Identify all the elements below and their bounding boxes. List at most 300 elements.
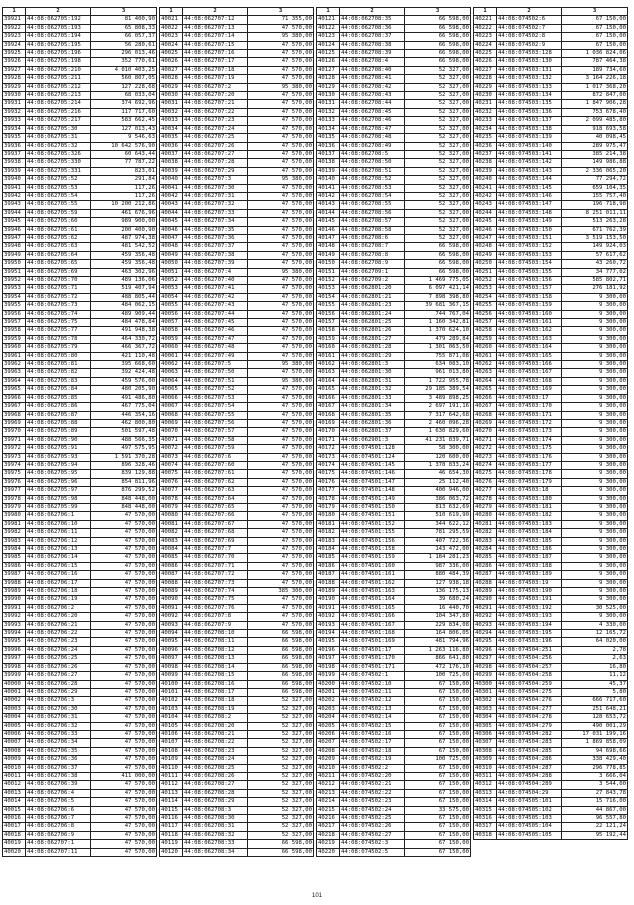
row-number-cell: 39946 <box>3 226 26 234</box>
value-cell: 127 228,68 <box>91 83 157 91</box>
row-number-cell: 40221 <box>474 16 497 24</box>
table-row <box>317 344 471 352</box>
row-number-cell: 40121 <box>317 16 340 24</box>
table-row <box>474 386 628 394</box>
cadastral-number-cell: 44:08:074503:195 <box>497 630 562 638</box>
value-cell: 52 327,00 <box>248 823 314 831</box>
table-row <box>474 58 628 66</box>
table-row <box>3 756 157 764</box>
cadastral-number-cell: 44:08:074503:146 <box>497 192 562 200</box>
cadastral-number-cell: 44:08:062708:34 <box>183 848 248 856</box>
cadastral-number-cell: 44:08:062705:73 <box>26 302 91 310</box>
value-cell: 66 598,00 <box>405 33 471 41</box>
value-cell: 66 598,00 <box>248 630 314 638</box>
table-row <box>3 688 157 696</box>
cadastral-number-cell: 44:08:062707:17 <box>183 58 248 66</box>
table-row <box>160 24 314 32</box>
cadastral-number-cell: 44:08:062705:72 <box>26 293 91 301</box>
row-number-cell: 40169 <box>317 419 340 427</box>
table-row <box>3 562 157 570</box>
table-row <box>317 756 471 764</box>
table-row <box>160 344 314 352</box>
value-cell: 41 231 839,71 <box>405 436 471 444</box>
value-cell: 67 150,00 <box>405 688 471 696</box>
value-cell: 67 150,00 <box>405 798 471 806</box>
table-row <box>474 806 628 814</box>
row-number-cell: 40009 <box>3 756 26 764</box>
row-number-cell: 40256 <box>474 310 497 318</box>
cadastral-number-cell: 44:08:062707:53 <box>183 394 248 402</box>
table-row <box>474 293 628 301</box>
cadastral-number-cell: 44:08:074503:167 <box>497 369 562 377</box>
cadastral-number-cell: 44:08:074504:277 <box>497 705 562 713</box>
value-cell: 47 570,00 <box>248 100 314 108</box>
table-row <box>3 125 157 133</box>
row-number-cell: 40203 <box>317 705 340 713</box>
row-number-cell: 40312 <box>474 781 497 789</box>
cadastral-number-cell: 44:08:074503:178 <box>497 470 562 478</box>
table-row <box>160 277 314 285</box>
cadastral-number-cell: 44:08:062705:193 <box>26 24 91 32</box>
cadastral-number-cell: 44:08:062707:1 <box>26 840 91 848</box>
value-cell: 338 429,40 <box>562 756 628 764</box>
cadastral-number-cell: 44:08:062706:13 <box>26 546 91 554</box>
cadastral-number-cell: 44:08:074503:19 <box>497 579 562 587</box>
table-row <box>317 638 471 646</box>
cadastral-number-cell: 44:08:062706:35 <box>26 747 91 755</box>
cadastral-number-cell: 44:08:062707:72 <box>183 571 248 579</box>
value-cell: 52 327,00 <box>248 772 314 780</box>
row-number-cell: 40294 <box>474 630 497 638</box>
row-number-cell: 40044 <box>160 209 183 217</box>
value-cell: 385 214,38 <box>562 150 628 158</box>
row-number-cell: 39950 <box>3 260 26 268</box>
row-number-cell: 39967 <box>3 403 26 411</box>
cadastral-number-cell: 44:08:062707:2 <box>183 83 248 91</box>
value-cell: 491 948,38 <box>91 327 157 335</box>
value-cell: 9 300,00 <box>562 293 628 301</box>
value-cell: 392 424,48 <box>91 369 157 377</box>
row-number-cell: 39931 <box>3 100 26 108</box>
value-cell: 9 300,00 <box>562 512 628 520</box>
row-number-cell: 40130 <box>317 92 340 100</box>
table-row <box>317 789 471 797</box>
value-cell: 47 570,00 <box>91 848 157 856</box>
cadastral-number-cell: 44:08:062705:88 <box>26 419 91 427</box>
row-number-cell: 40072 <box>160 445 183 453</box>
value-cell: 66 598,00 <box>248 646 314 654</box>
row-number-cell: 39939 <box>3 167 26 175</box>
table-row <box>160 470 314 478</box>
table-row <box>3 554 157 562</box>
row-number-cell: 40307 <box>474 739 497 747</box>
cadastral-number-cell: 44:08:062707:7 <box>183 546 248 554</box>
table-row <box>317 419 471 427</box>
header-cell: 2 <box>497 8 562 16</box>
row-number-cell: 39933 <box>3 117 26 125</box>
cadastral-number-cell: 44:08:062705:212 <box>26 83 91 91</box>
header-cell: 3 <box>91 8 157 16</box>
table-row <box>160 604 314 612</box>
value-cell: 1 017 368,20 <box>562 83 628 91</box>
row-number-cell: 40119 <box>160 840 183 848</box>
row-number-cell: 40160 <box>317 344 340 352</box>
value-cell: 52 327,00 <box>248 806 314 814</box>
value-cell: 47 570,00 <box>91 663 157 671</box>
value-cell: 2,63 <box>562 655 628 663</box>
table-row <box>317 655 471 663</box>
cadastral-number-cell: 44:08:062708:25 <box>183 764 248 772</box>
cadastral-number-cell: 44:08:062708:17 <box>183 688 248 696</box>
row-number-cell: 40063 <box>160 369 183 377</box>
value-cell: 52 327,00 <box>405 108 471 116</box>
table-row <box>160 520 314 528</box>
table-block-3 <box>316 7 470 857</box>
row-number-cell: 40079 <box>160 503 183 511</box>
value-cell: 47 570,00 <box>248 108 314 116</box>
cadastral-number-cell: 44:08:062801:27 <box>340 335 405 343</box>
value-cell: 462 800,80 <box>91 419 157 427</box>
table-row <box>160 562 314 570</box>
row-number-cell: 39974 <box>3 461 26 469</box>
value-cell: 7 898 398,80 <box>405 293 471 301</box>
table-row <box>474 83 628 91</box>
row-number-cell: 39986 <box>3 562 26 570</box>
table-row <box>317 831 471 839</box>
table-row <box>160 419 314 427</box>
cadastral-number-cell: 44:08:074503:161 <box>497 319 562 327</box>
value-cell: 200 400,90 <box>91 226 157 234</box>
table-row <box>3 537 157 545</box>
row-number-cell: 40231 <box>474 100 497 108</box>
table-row <box>160 646 314 654</box>
row-number-cell: 39942 <box>3 192 26 200</box>
table-row <box>3 209 157 217</box>
row-number-cell: 40045 <box>160 218 183 226</box>
value-cell: 66 598,00 <box>248 638 314 646</box>
value-cell: 47 570,00 <box>248 310 314 318</box>
value-cell: 117,26 <box>91 192 157 200</box>
row-number-cell: 40185 <box>317 554 340 562</box>
value-cell: 57 617,62 <box>562 251 628 259</box>
cadastral-number-cell: 44:08:062705:77 <box>26 327 91 335</box>
table-row <box>317 714 471 722</box>
value-cell: 34 777,02 <box>562 268 628 276</box>
row-number-cell: 40008 <box>3 747 26 755</box>
row-number-cell: 39975 <box>3 470 26 478</box>
value-cell: 47 570,00 <box>248 226 314 234</box>
row-number-cell: 40257 <box>474 319 497 327</box>
cadastral-number-cell: 44:08:074501:159 <box>340 554 405 562</box>
row-number-cell: 40050 <box>160 260 183 268</box>
cadastral-number-cell: 44:08:062705:331 <box>26 167 91 175</box>
cadastral-number-cell: 44:08:074503:192 <box>497 604 562 612</box>
row-number-cell: 40230 <box>474 92 497 100</box>
cadastral-number-cell: 44:08:074501:151 <box>340 512 405 520</box>
cadastral-number-cell: 44:08:062707:50 <box>183 369 248 377</box>
row-number-cell: 40004 <box>3 714 26 722</box>
value-cell: 66 598,00 <box>248 848 314 856</box>
row-number-cell: 40271 <box>474 436 497 444</box>
row-number-cell: 39998 <box>3 663 26 671</box>
table-row <box>317 134 471 142</box>
table-row <box>3 646 157 654</box>
row-number-cell: 40064 <box>160 377 183 385</box>
value-cell: 27 843,78 <box>562 789 628 797</box>
table-row <box>474 159 628 167</box>
row-number-cell: 40240 <box>474 176 497 184</box>
cadastral-number-cell: 44:08:062708:54 <box>340 192 405 200</box>
row-number-cell: 40141 <box>317 184 340 192</box>
row-number-cell: 40069 <box>160 419 183 427</box>
row-number-cell: 39958 <box>3 327 26 335</box>
cadastral-number-cell: 44:08:062707:70 <box>183 554 248 562</box>
value-cell: 127 013,43 <box>91 125 157 133</box>
row-number-cell: 40299 <box>474 672 497 680</box>
cadastral-number-cell: 44:08:062708:10 <box>183 630 248 638</box>
cadastral-number-cell: 44:08:062707:30 <box>183 184 248 192</box>
cadastral-number-cell: 44:08:062706:30 <box>26 705 91 713</box>
row-number-cell: 39944 <box>3 209 26 217</box>
table-row <box>3 663 157 671</box>
cadastral-number-cell: 44:08:062705:62 <box>26 234 91 242</box>
table-row <box>317 848 471 856</box>
cadastral-number-cell: 44:08:074503:152 <box>497 243 562 251</box>
table-row <box>3 697 157 705</box>
row-number-cell: 40097 <box>160 655 183 663</box>
value-cell: 386 063,72 <box>405 495 471 503</box>
cadastral-number-cell: 44:08:062707:16 <box>183 50 248 58</box>
table-row <box>474 739 628 747</box>
row-number-cell: 40200 <box>317 680 340 688</box>
row-number-cell: 40073 <box>160 453 183 461</box>
cadastral-number-cell: 44:08:062705:80 <box>26 352 91 360</box>
row-number-cell: 39951 <box>3 268 26 276</box>
row-number-cell: 40219 <box>317 840 340 848</box>
table-row <box>474 117 628 125</box>
table-row <box>160 630 314 638</box>
table-row <box>160 58 314 66</box>
row-number-cell: 40137 <box>317 150 340 158</box>
header-cell: 2 <box>26 8 91 16</box>
value-cell: 16,80 <box>562 663 628 671</box>
value-cell: 47 570,00 <box>91 722 157 730</box>
table-row <box>474 377 628 385</box>
value-cell: 659 104,35 <box>562 184 628 192</box>
value-cell: 484 478,84 <box>91 319 157 327</box>
value-cell: 67 150,00 <box>405 730 471 738</box>
cadastral-number-cell: 44:08:074503:172 <box>497 419 562 427</box>
table-row <box>3 571 157 579</box>
table-block-2 <box>159 7 313 857</box>
cadastral-number-cell: 44:08:074502:9 <box>497 41 562 49</box>
table-row <box>474 218 628 226</box>
table-row <box>317 688 471 696</box>
cadastral-number-cell: 44:08:062705:74 <box>26 310 91 318</box>
cadastral-number-cell: 44:08:074501:150 <box>340 503 405 511</box>
cadastral-number-cell: 44:08:062707:49 <box>183 352 248 360</box>
row-number-cell: 40002 <box>3 697 26 705</box>
table-row <box>317 529 471 537</box>
value-cell: 519 407,94 <box>91 285 157 293</box>
table-row <box>474 604 628 612</box>
row-number-cell: 39992 <box>3 613 26 621</box>
cadastral-number-cell: 44:08:062705:54 <box>26 192 91 200</box>
table-row <box>160 512 314 520</box>
table-row <box>160 268 314 276</box>
table-row <box>3 83 157 91</box>
table-row <box>160 453 314 461</box>
row-number-cell: 40214 <box>317 798 340 806</box>
table-row <box>317 579 471 587</box>
value-cell: 66 598,00 <box>248 688 314 696</box>
value-cell: 47 570,00 <box>248 277 314 285</box>
row-number-cell: 40265 <box>474 386 497 394</box>
value-cell: 47 570,00 <box>248 453 314 461</box>
row-number-cell: 40172 <box>317 445 340 453</box>
table-row <box>317 83 471 91</box>
cadastral-number-cell: 44:08:074505:104 <box>497 823 562 831</box>
table-row <box>317 840 471 848</box>
cadastral-number-cell: 44:08:062707:66 <box>183 512 248 520</box>
value-cell: 52 327,00 <box>248 798 314 806</box>
value-cell: 9 300,00 <box>562 571 628 579</box>
row-number-cell: 39969 <box>3 419 26 427</box>
value-cell: 47 570,00 <box>248 403 314 411</box>
table-row <box>317 672 471 680</box>
cadastral-number-cell: 44:08:062707:43 <box>183 302 248 310</box>
value-cell: 9 300,00 <box>562 369 628 377</box>
value-cell: 47 570,00 <box>248 335 314 343</box>
row-number-cell: 40136 <box>317 142 340 150</box>
row-number-cell: 40220 <box>317 848 340 856</box>
row-number-cell: 39983 <box>3 537 26 545</box>
table-row <box>160 335 314 343</box>
table-row <box>474 369 628 377</box>
value-cell: 9 300,00 <box>562 327 628 335</box>
table-row <box>474 520 628 528</box>
cadastral-number-cell: 44:08:074503:158 <box>497 293 562 301</box>
table-row <box>3 579 157 587</box>
cadastral-number-cell: 44:08:062707:19 <box>183 75 248 83</box>
cadastral-number-cell: 44:08:062706:27 <box>26 672 91 680</box>
table-row <box>3 655 157 663</box>
cadastral-number-cell: 44:08:062706:38 <box>26 772 91 780</box>
cadastral-number-cell: 44:08:062708:30 <box>183 815 248 823</box>
row-number-cell: 40193 <box>317 621 340 629</box>
table-row <box>3 503 157 511</box>
row-number-cell: 39926 <box>3 58 26 66</box>
table-row <box>474 352 628 360</box>
cadastral-number-cell: 44:08:074504:279 <box>497 722 562 730</box>
table-row <box>317 352 471 360</box>
header-cell: 1 <box>3 8 26 16</box>
row-number-cell: 40270 <box>474 428 497 436</box>
table-row <box>160 192 314 200</box>
value-cell: 9 300,00 <box>562 495 628 503</box>
value-cell: 467 775,04 <box>91 403 157 411</box>
table-row <box>160 529 314 537</box>
value-cell: 47 570,00 <box>248 201 314 209</box>
row-number-cell: 40149 <box>317 251 340 259</box>
table-row <box>160 394 314 402</box>
table-row <box>317 335 471 343</box>
table-row <box>474 176 628 184</box>
value-cell: 9 300,00 <box>562 529 628 537</box>
table-row <box>317 285 471 293</box>
row-number-cell: 40215 <box>317 806 340 814</box>
row-number-cell: 39966 <box>3 394 26 402</box>
row-number-cell: 40115 <box>160 806 183 814</box>
table-row <box>160 234 314 242</box>
row-number-cell: 40011 <box>3 772 26 780</box>
row-number-cell: 40217 <box>317 823 340 831</box>
cadastral-number-cell: 44:08:074503:156 <box>497 277 562 285</box>
row-number-cell: 40263 <box>474 369 497 377</box>
cadastral-number-cell: 44:08:074503:183 <box>497 520 562 528</box>
value-cell: 385 300,00 <box>248 588 314 596</box>
cadastral-number-cell: 44:08:074504:286 <box>497 756 562 764</box>
cadastral-number-cell: 44:08:074503:159 <box>497 302 562 310</box>
row-number-cell: 40024 <box>160 41 183 49</box>
row-number-cell: 40041 <box>160 184 183 192</box>
table-row <box>317 302 471 310</box>
cadastral-number-cell: 44:08:062707:44 <box>183 310 248 318</box>
cadastral-number-cell: 44:08:062708:37 <box>340 33 405 41</box>
row-number-cell: 40224 <box>474 41 497 49</box>
cadastral-number-cell: 44:08:074502:12 <box>340 697 405 705</box>
table-row <box>474 394 628 402</box>
value-cell: 67 150,00 <box>405 764 471 772</box>
row-number-cell: 40030 <box>160 92 183 100</box>
value-cell: 67 150,00 <box>405 789 471 797</box>
cadastral-number-cell: 44:08:062708:14 <box>183 663 248 671</box>
value-cell: 634 083,10 <box>405 361 471 369</box>
table-row <box>317 277 471 285</box>
table-row <box>3 722 157 730</box>
table-row <box>160 411 314 419</box>
row-number-cell: 39976 <box>3 478 26 486</box>
value-cell: 47 570,00 <box>91 655 157 663</box>
value-cell: 744 767,04 <box>405 310 471 318</box>
value-cell: 66 057,37 <box>91 33 157 41</box>
row-number-cell: 40047 <box>160 234 183 242</box>
table-row <box>474 92 628 100</box>
table-row <box>3 75 157 83</box>
value-cell: 866 641,80 <box>405 655 471 663</box>
cadastral-number-cell: 44:08:062707:6 <box>183 453 248 461</box>
row-number-cell: 40028 <box>160 75 183 83</box>
value-cell: 47 570,00 <box>248 503 314 511</box>
cadastral-number-cell: 44:08:062705:63 <box>26 243 91 251</box>
row-number-cell: 40018 <box>3 831 26 839</box>
cadastral-number-cell: 44:08:062708:51 <box>340 167 405 175</box>
cadastral-number-cell: 44:08:062707:5 <box>183 361 248 369</box>
value-cell: 3 519 153,50 <box>562 234 628 242</box>
table-row <box>317 478 471 486</box>
table-row <box>317 621 471 629</box>
value-cell: 95 192,44 <box>562 831 628 839</box>
cadastral-number-cell: 44:08:062708:15 <box>183 672 248 680</box>
row-number-cell: 39923 <box>3 33 26 41</box>
row-number-cell: 40175 <box>317 470 340 478</box>
table-row <box>160 285 314 293</box>
table-row <box>3 369 157 377</box>
cadastral-number-cell: 44:08:062708:55 <box>340 201 405 209</box>
value-cell: 787 464,38 <box>562 58 628 66</box>
table-row <box>3 92 157 100</box>
value-cell: 464 330,72 <box>91 335 157 343</box>
